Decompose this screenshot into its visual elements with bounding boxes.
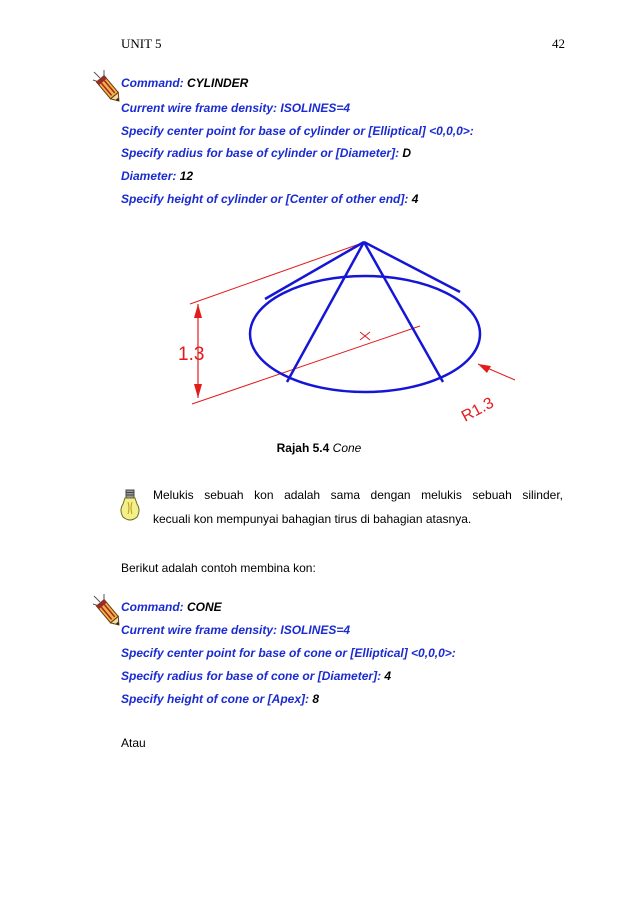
cylinder-command-line-1: Command: CYLINDER (121, 76, 249, 90)
cone-command-line-1: Command: CONE (121, 600, 222, 614)
cylinder-command-line-4: Specify radius for base of cylinder or [Diameter]: D (121, 146, 412, 160)
radius-dimension-label: R1.3 (458, 394, 497, 426)
cylinder-command-line-6: Specify height of cylinder or [Center of other end]: 4 (121, 192, 419, 206)
page-header (121, 36, 565, 56)
note-text (153, 483, 563, 531)
cone-command-line-3: Specify center point for base of cone or [Elliptical] <0,0,0>: (121, 646, 456, 660)
cylinder-command-line-5: Diameter: 12 (121, 169, 194, 183)
cylinder-command-line-3: Specify center point for base of cylinder or [Elliptical] <0,0,0>: (121, 124, 474, 138)
lightbulb-icon (117, 488, 143, 529)
cone-drawing (160, 232, 530, 437)
unit-label: UNIT 5 (121, 36, 162, 51)
note-line-1: Melukis sebuah kon adalah sama dengan melukis sebuah silinder, (153, 488, 563, 502)
note-line-2: kecuali kon mempunyai bahagian tirus di bahagian atasnya. (153, 512, 472, 526)
height-dimension-label: 1.3 (178, 344, 205, 365)
page-number: 42 (552, 36, 565, 51)
pencil-icon (92, 592, 120, 635)
cylinder-command-line-2: Current wire frame density: ISOLINES=4 (121, 101, 351, 115)
figure-caption: Rajah 5.4 Cone (276, 441, 362, 455)
intro-paragraph: Berikut adalah contoh membina kon: (121, 561, 316, 575)
atau-text: Atau (121, 736, 146, 750)
pencil-icon (92, 68, 120, 111)
cone-command-line-2: Current wire frame density: ISOLINES=4 (121, 623, 351, 637)
cone-command-line-5: Specify height of cone or [Apex]: 8 (121, 692, 320, 706)
cone-base-ellipse (250, 276, 480, 392)
cone-command-line-4: Specify radius for base of cone or [Diameter]: 4 (121, 669, 392, 683)
extension-line-top (190, 242, 365, 304)
